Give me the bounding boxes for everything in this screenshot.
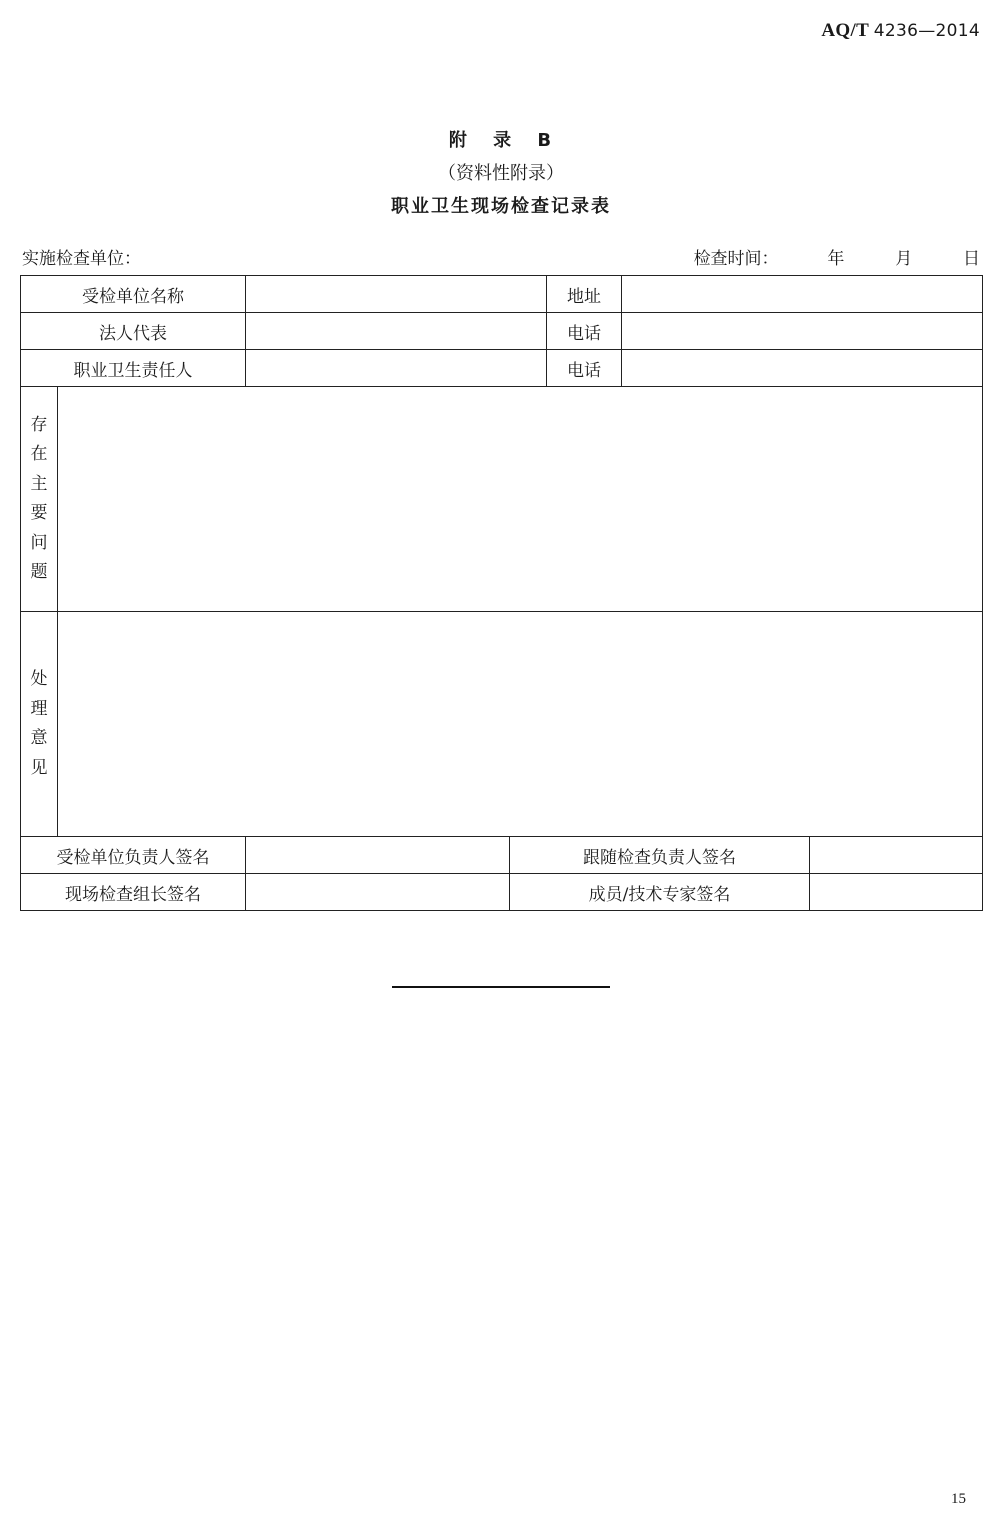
year-label: 年 <box>827 249 845 269</box>
address-field[interactable] <box>622 276 983 313</box>
inspected-unit-head-signature-field[interactable] <box>246 837 510 874</box>
end-rule <box>392 986 610 988</box>
handling-opinion-label: 处 理 意 见 <box>21 612 58 837</box>
month-label: 月 <box>895 249 913 269</box>
standard-code <box>821 20 980 42</box>
oh-responsible-person-label: 职业卫生责任人 <box>21 350 246 387</box>
main-problems-label: 存 在 主 要 问 题 <box>21 387 58 612</box>
table-row <box>21 874 983 911</box>
table-row <box>21 350 983 387</box>
legal-representative-label: 法人代表 <box>21 313 246 350</box>
title-block <box>0 128 1002 224</box>
inspection-unit-label: 实施检查单位： <box>22 249 141 269</box>
meta-row <box>22 244 980 269</box>
inspected-unit-name-label: 受检单位名称 <box>21 276 246 313</box>
table-row <box>21 276 983 313</box>
page-number: 15 <box>951 1491 966 1507</box>
phone-field-2[interactable] <box>622 350 983 387</box>
form-title: 职业卫生现场检查记录表 <box>391 196 611 217</box>
phone-label: 电话 <box>547 313 622 350</box>
inspected-unit-head-signature-label: 受检单位负责人签名 <box>21 837 246 874</box>
team-leader-signature-label: 现场检查组长签名 <box>21 874 246 911</box>
team-leader-signature-field[interactable] <box>246 874 510 911</box>
table-row <box>21 313 983 350</box>
inspection-record-table <box>20 275 983 911</box>
address-label: 地址 <box>547 276 622 313</box>
accompanying-head-signature-label: 跟随检查负责人签名 <box>510 837 810 874</box>
standard-prefix: AQ/T <box>821 20 869 41</box>
handling-opinion-field[interactable] <box>58 612 983 837</box>
legal-representative-field[interactable] <box>246 313 547 350</box>
oh-responsible-person-field[interactable] <box>246 350 547 387</box>
appendix-title: 附 录 B <box>448 130 554 151</box>
table-row <box>21 837 983 874</box>
table-row <box>21 612 983 837</box>
inspection-time <box>694 244 980 269</box>
table-row <box>21 387 983 612</box>
standard-number: 4236—2014 <box>873 21 980 41</box>
inspected-unit-name-field[interactable] <box>246 276 547 313</box>
member-expert-signature-field[interactable] <box>810 874 983 911</box>
accompanying-head-signature-field[interactable] <box>810 837 983 874</box>
phone-label: 电话 <box>547 350 622 387</box>
appendix-nature: （资料性附录） <box>438 163 564 184</box>
inspection-time-label: 检查时间： <box>693 249 779 269</box>
phone-field[interactable] <box>622 313 983 350</box>
day-label: 日 <box>963 249 980 269</box>
main-problems-field[interactable] <box>58 387 983 612</box>
member-expert-signature-label: 成员/技术专家签名 <box>510 874 810 911</box>
